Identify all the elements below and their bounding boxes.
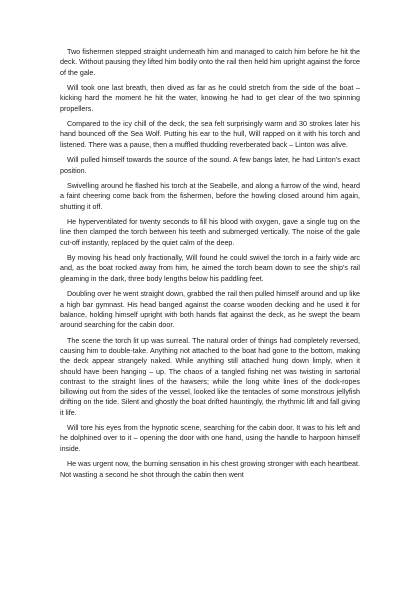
paragraph: Compared to the icy chill of the deck, the sea felt surprisingly warm and 30 strokes later his hand bounced off the Sea Wolf. Putting his ear to the hull, Will rapped on it with his torch and listened. There was a pause, then a muffled thudding reverberated back – Linton was alive.	[60, 120, 360, 149]
paragraph: Will tore his eyes from the hypnotic scene, searching for the cabin door. It was to his left and he dolphined over to it – opening the door with one hand, using the handle to harpoon himself inside.	[60, 424, 360, 453]
paragraph: He hyperventilated for twenty seconds to fill his blood with oxygen, gave a single tug on the line then clamped the torch between his teeth and submerged vertically. The noise of the gale cut-off instantly, replaced by the quiet calm of the deep.	[60, 218, 360, 247]
paragraph: Two fishermen stepped straight underneath him and managed to catch him before he hit the deck. Without pausing they lifted him bodily onto the rail then held him upright against the force of the gale.	[60, 48, 360, 77]
paragraph: Doubling over he went straight down, grabbed the rail then pulled himself around and up like a high bar gymnast. His head banged against the coarse wooden decking and he used it for balance, holding himself upright with both hands flat against the deck, as he swept the beam around searching for the cabin door.	[60, 290, 360, 330]
paragraph: By moving his head only fractionally, Will found he could swivel the torch in a fairly wide arc and, as the boat rocked away from him, he aimed the torch beam down to see the ship’s rail gleaming in the dark, three body lengths below his paddling feet.	[60, 254, 360, 283]
paragraph: Will pulled himself towards the source of the sound. A few bangs later, he had Linton’s exact position.	[60, 156, 360, 175]
paragraph: The scene the torch lit up was surreal. The natural order of things had completely reversed, causing him to double-take. Anything not attached to the boat had gone to the bottom, making the deck appear strangely naked. While anything still attached hung down limply, when it should have been hanging – up. The chaos of a tangled fishing net was twisting in sartorial contrast to the straight lines of the hawsers; while the long white lines of the dock-ropes billowing out from the sides of the vessel, looked like the tentacles of some monstrous jellyfish drifting on the tide. Silent and ghostly the boat drifted hauntingly, the rhythmic lift and fall giving it life.	[60, 336, 360, 417]
paragraph: He was urgent now, the burning sensation in his chest growing stronger with each heartbeat. Not wasting a second he shot through the cabin then went	[60, 460, 360, 479]
body-text	[60, 47, 360, 485]
paragraph: Swivelling around he flashed his torch at the Seabelle, and along a furrow of the wind, heard a faint cheering come back from the fishermen, before the howling closed around him again, shutting it off.	[60, 182, 360, 211]
paragraph: Will took one last breath, then dived as far as he could stretch from the side of the boat – kicking hard the moment he hit the water, knowing he had to get clear of the two spinning propellers.	[60, 84, 360, 113]
